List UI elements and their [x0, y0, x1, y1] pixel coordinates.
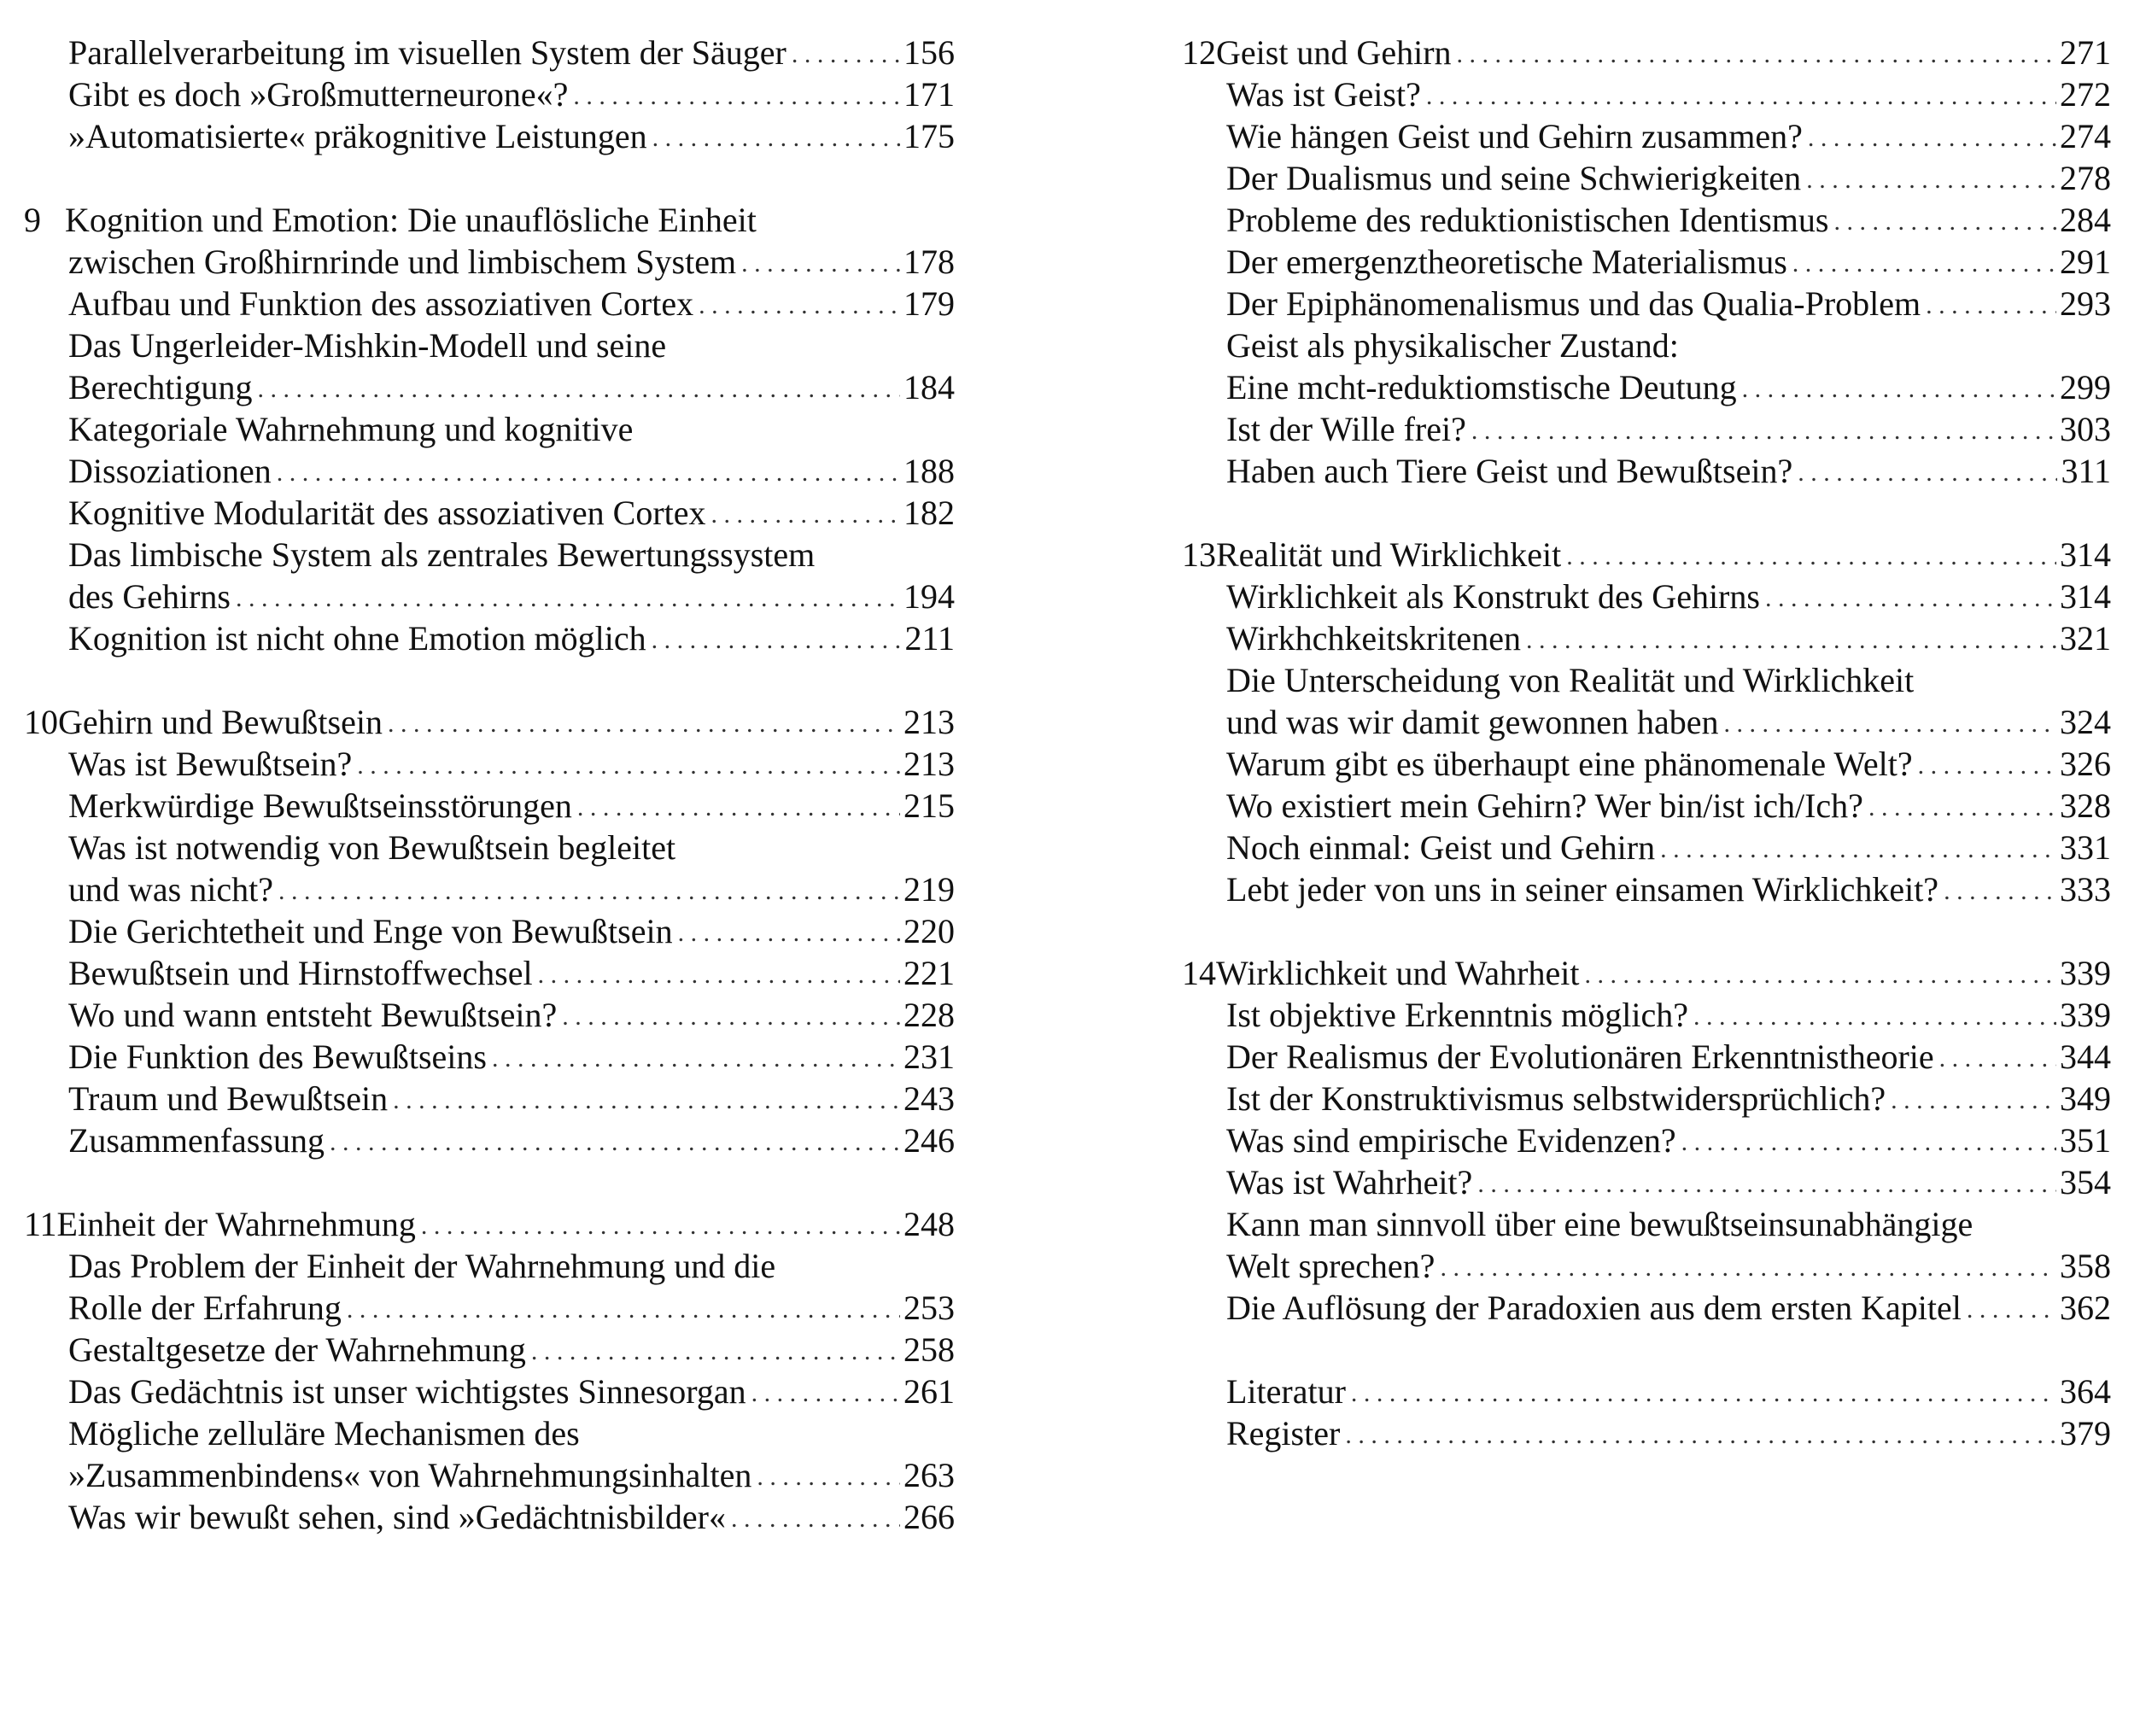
dot-leader — [1440, 1243, 2056, 1289]
entry-title: Merkwürdige Bewußtseinsstörungen — [68, 786, 572, 825]
entry-title: Wie hängen Geist und Gehirn zusammen? — [1226, 117, 1803, 155]
entry-title: Wo existiert mein Gehirn? Wer bin/ist ich/Ich? — [1226, 786, 1863, 825]
toc-entry — [1182, 199, 2111, 241]
page-number: 362 — [2060, 1289, 2111, 1327]
dot-leader — [277, 448, 900, 494]
page-number: 228 — [903, 996, 955, 1034]
toc-entry — [1182, 576, 2111, 617]
entry-title: Gestaltgesetze der Wahrnehmung — [68, 1330, 526, 1369]
entry-title: Register — [1226, 1414, 1341, 1453]
dot-leader — [1660, 825, 2056, 870]
page-number: 243 — [903, 1079, 955, 1118]
entry-title: Geist und Gehirn — [1216, 33, 1452, 72]
toc-chapter-entry — [1182, 952, 2111, 994]
entry-title: Rolle der Erfahrung — [68, 1289, 342, 1327]
page-number: 358 — [2060, 1247, 2111, 1285]
entry-title: Die Gerichtetheit und Enge von Bewußtsein — [68, 912, 673, 950]
entry-title: Das Problem der Einheit der Wahrnehmung und die — [68, 1247, 776, 1285]
page-number: 211 — [904, 619, 955, 658]
entry-title: Parallelverarbeitung im visuellen System der Säuger — [68, 33, 786, 72]
page-number: 221 — [903, 954, 955, 992]
toc-spacer — [24, 659, 955, 701]
entry-title: Mögliche zelluläre Mechanismen des — [68, 1414, 580, 1453]
entry-title: Wirklichkeit als Konstrukt des Gehirns — [1226, 577, 1760, 616]
dot-leader — [1477, 1160, 2056, 1205]
dot-leader — [492, 1034, 900, 1079]
dot-leader — [1926, 281, 2056, 326]
toc-entry — [1182, 241, 2111, 283]
entry-title: Was ist Geist? — [1226, 75, 1421, 114]
toc-chapter-entry — [24, 199, 955, 241]
page-number: 156 — [903, 33, 955, 72]
toc-spacer — [1182, 1329, 2111, 1371]
dot-leader — [1351, 1369, 2056, 1414]
dot-leader — [751, 1369, 900, 1414]
dot-leader — [1584, 950, 2056, 996]
toc-entry — [1182, 450, 2111, 492]
dot-leader — [1939, 1034, 2056, 1079]
page-number: 379 — [2060, 1414, 2111, 1453]
dot-leader — [531, 1327, 900, 1372]
toc-spacer — [1182, 492, 2111, 534]
page-number: 220 — [903, 912, 955, 950]
toc-left-column — [24, 32, 955, 1538]
dot-leader — [330, 1118, 900, 1163]
toc-entry — [1182, 1119, 2111, 1161]
page-number: 344 — [2060, 1038, 2111, 1076]
toc-entry — [1182, 1371, 2111, 1412]
toc-entry — [1182, 659, 2111, 701]
dot-leader — [652, 616, 902, 661]
dot-leader — [1724, 699, 2056, 745]
dot-leader — [1792, 239, 2056, 284]
toc-entry — [1182, 785, 2111, 827]
entry-title: Der Realismus der Evolutionären Erkenntnistheorie — [1226, 1038, 1934, 1076]
toc-entry — [24, 868, 955, 910]
page-number: 182 — [903, 494, 955, 532]
toc-entry — [24, 1245, 955, 1287]
page-number: 263 — [903, 1456, 955, 1494]
entry-title: Bewußtsein und Hirnstoffwechsel — [68, 954, 533, 992]
toc-entry — [24, 576, 955, 617]
dot-leader — [1426, 72, 2056, 117]
toc-entry — [24, 534, 955, 576]
toc-entry — [1182, 408, 2111, 450]
entry-title: Probleme des reduktionistischen Identismus — [1226, 201, 1829, 239]
page-number: 175 — [903, 117, 955, 155]
dot-leader — [1944, 867, 2056, 912]
toc-entry — [24, 408, 955, 450]
entry-title: »Zusammenbindens« von Wahrnehmungsinhalten — [68, 1456, 752, 1494]
toc-chapter-entry — [1182, 32, 2111, 73]
entry-title: Welt sprechen? — [1226, 1247, 1436, 1285]
dot-leader — [711, 490, 900, 535]
entry-title: Lebt jeder von uns in seiner einsamen Wirklichkeit? — [1226, 870, 1939, 909]
dot-leader — [1526, 616, 2056, 661]
page-number: 278 — [2060, 159, 2111, 197]
toc-entry — [24, 492, 955, 534]
chapter-number: 13 — [1182, 535, 1216, 574]
toc-entry — [24, 827, 955, 868]
page-number: 314 — [2060, 535, 2111, 574]
page-number: 293 — [2060, 284, 2111, 323]
toc-entry — [24, 1496, 955, 1538]
dot-leader — [731, 1494, 900, 1540]
dot-leader — [1765, 574, 2056, 619]
entry-title: und was nicht? — [68, 870, 273, 909]
dot-leader — [538, 950, 900, 996]
entry-title: Eine mcht-reduktiomstische Deutung — [1226, 368, 1737, 406]
toc-entry — [1182, 1287, 2111, 1329]
page-number: 291 — [2060, 243, 2111, 281]
page-number: 324 — [2060, 703, 2111, 741]
dot-leader — [1808, 114, 2056, 159]
dot-leader — [388, 699, 900, 745]
dot-leader — [1742, 365, 2056, 410]
page-number: 311 — [2061, 452, 2111, 490]
toc-entry — [1182, 743, 2111, 785]
entry-title: Kognitive Modularität des assoziativen Cortex — [68, 494, 706, 532]
toc-entry — [24, 617, 955, 659]
toc-entry — [1182, 1245, 2111, 1287]
toc-spacer — [24, 157, 955, 199]
page-number: 266 — [903, 1498, 955, 1536]
toc-entry — [1182, 283, 2111, 324]
dot-leader — [393, 1076, 900, 1121]
toc-entry — [1182, 868, 2111, 910]
entry-title: Gehirn und Bewußtsein — [58, 703, 383, 741]
entry-title: Der emergenztheoretische Materialismus — [1226, 243, 1787, 281]
dot-leader — [1566, 532, 2056, 577]
dot-leader — [1967, 1285, 2056, 1330]
entry-title: Ist der Konstruktivismus selbstwidersprüchlich? — [1226, 1079, 1886, 1118]
dot-leader — [1457, 30, 2056, 75]
toc-entry — [1182, 1036, 2111, 1078]
entry-title: Einheit der Wahrnehmung — [56, 1205, 416, 1243]
dot-leader — [577, 783, 900, 828]
entry-title: und was wir damit gewonnen haben — [1226, 703, 1719, 741]
page-number: 364 — [2060, 1372, 2111, 1411]
dot-leader — [562, 992, 900, 1038]
entry-title: Das limbische System als zentrales Bewertungssystem — [68, 535, 816, 574]
page-number: 184 — [903, 368, 955, 406]
dot-leader — [1918, 741, 2056, 786]
entry-title: Kategoriale Wahrnehmung und kognitive — [68, 410, 634, 448]
entry-title: Was ist Wahrheit? — [1226, 1163, 1473, 1201]
toc-entry — [24, 324, 955, 366]
page-number: 213 — [903, 745, 955, 783]
dot-leader — [1798, 448, 2057, 494]
entry-title: Die Unterscheidung von Realität und Wirklichkeit — [1226, 661, 1915, 699]
toc-entry — [24, 366, 955, 408]
toc-entry — [1182, 701, 2111, 743]
dot-leader — [278, 867, 900, 912]
page-number: 349 — [2060, 1079, 2111, 1118]
toc-entry — [1182, 157, 2111, 199]
entry-title: Wo und wann entsteht Bewußtsein? — [68, 996, 558, 1034]
entry-title: Kann man sinnvoll über eine bewußtseinsunabhängige — [1226, 1205, 1974, 1243]
toc-entry — [24, 283, 955, 324]
toc-entry — [24, 1078, 955, 1119]
dot-leader — [1806, 155, 2056, 201]
entry-title: Warum gibt es überhaupt eine phänomenale Welt? — [1226, 745, 1913, 783]
page-number: 219 — [903, 870, 955, 909]
entry-title: Der Dualismus und seine Schwierigkeiten — [1226, 159, 1802, 197]
entry-title: Aufbau und Funktion des assoziativen Cortex — [68, 284, 694, 323]
entry-title: Ist der Wille frei? — [1226, 410, 1466, 448]
page-number: 231 — [903, 1038, 955, 1076]
dot-leader — [236, 574, 900, 619]
entry-title: Das Gedächtnis ist unser wichtigstes Sinnesorgan — [68, 1372, 746, 1411]
dot-leader — [741, 239, 900, 284]
dot-leader — [1833, 197, 2056, 243]
toc-spacer — [24, 1161, 955, 1203]
dot-leader — [1681, 1118, 2056, 1163]
dot-leader — [357, 741, 900, 786]
dot-leader — [1471, 406, 2056, 452]
page-number: 284 — [2060, 201, 2111, 239]
page-number: 331 — [2060, 828, 2111, 867]
dot-leader — [1891, 1076, 2056, 1121]
page-number: 258 — [903, 1330, 955, 1369]
dot-leader — [1345, 1411, 2056, 1456]
toc-entry — [24, 1329, 955, 1371]
entry-title: Berechtigung — [68, 368, 253, 406]
entry-title: Ist objektive Erkenntnis möglich? — [1226, 996, 1688, 1034]
page-number: 321 — [2060, 619, 2111, 658]
entry-title: Die Funktion des Bewußtseins — [68, 1038, 487, 1076]
toc-entry — [24, 910, 955, 952]
toc-right-column — [1182, 32, 2111, 1454]
entry-title: Kognition und Emotion: Die unauflösliche Einheit — [65, 201, 757, 239]
entry-title: Der Epiphänomenalismus und das Qualia-Problem — [1226, 284, 1921, 323]
toc-entry — [24, 952, 955, 994]
toc-entry — [1182, 324, 2111, 366]
page-number: 328 — [2060, 786, 2111, 825]
toc-chapter-entry — [24, 701, 955, 743]
chapter-number: 9 — [24, 201, 41, 239]
dot-leader — [757, 1453, 900, 1498]
page-number: 246 — [903, 1121, 955, 1160]
toc-entry — [24, 241, 955, 283]
entry-title: Literatur — [1226, 1372, 1346, 1411]
entry-title: Was wir bewußt sehen, sind »Gedächtnisbilder« — [68, 1498, 726, 1536]
dot-leader — [1693, 992, 2056, 1038]
entry-title: Dissoziationen — [68, 452, 272, 490]
page-number: 178 — [903, 243, 955, 281]
entry-title: Die Auflösung der Paradoxien aus dem ersten Kapitel — [1226, 1289, 1962, 1327]
page-number: 339 — [2060, 954, 2111, 992]
toc-entry — [1182, 1412, 2111, 1454]
entry-title: Gibt es doch »Großmutterneurone«? — [68, 75, 569, 114]
entry-title: Geist als physikalischer Zustand: — [1226, 326, 1679, 365]
dot-leader — [347, 1285, 900, 1330]
page-number: 314 — [2060, 577, 2111, 616]
page-number: 271 — [2060, 33, 2111, 72]
toc-entry — [1182, 827, 2111, 868]
page-number: 333 — [2060, 870, 2111, 909]
toc-entry — [24, 1371, 955, 1412]
toc-entry — [24, 743, 955, 785]
dot-leader — [678, 909, 900, 954]
entry-title: Traum und Bewußtsein — [68, 1079, 389, 1118]
toc-entry — [1182, 1203, 2111, 1245]
page-number: 194 — [903, 577, 955, 616]
entry-title: Was sind empirische Evidenzen? — [1226, 1121, 1676, 1160]
chapter-number: 10 — [24, 703, 58, 741]
entry-title: zwischen Großhirnrinde und limbischem System — [68, 243, 737, 281]
entry-title: Wirkhchkeitskritenen — [1226, 619, 1521, 658]
dot-leader — [258, 365, 901, 410]
page-number: 188 — [903, 452, 955, 490]
toc-entry — [24, 1119, 955, 1161]
page-number: 326 — [2060, 745, 2111, 783]
page-number: 351 — [2060, 1121, 2111, 1160]
entry-title: Zusammenfassung — [68, 1121, 325, 1160]
toc-entry — [1182, 366, 2111, 408]
dot-leader — [652, 114, 900, 159]
entry-title: Was ist notwendig von Bewußtsein begleitet — [68, 828, 676, 867]
entry-title: Realität und Wirklichkeit — [1216, 535, 1562, 574]
entry-title: »Automatisierte« präkognitive Leistungen — [68, 117, 647, 155]
page-number: 248 — [903, 1205, 955, 1243]
page-number: 274 — [2060, 117, 2111, 155]
toc-entry — [1182, 617, 2111, 659]
page-number: 303 — [2060, 410, 2111, 448]
toc-entry — [24, 32, 955, 73]
toc-entry — [24, 1287, 955, 1329]
page-number: 299 — [2060, 368, 2111, 406]
toc-entry — [24, 115, 955, 157]
page-number: 272 — [2060, 75, 2111, 114]
page-number: 215 — [903, 786, 955, 825]
toc-entry — [24, 73, 955, 115]
toc-entry — [24, 1036, 955, 1078]
entry-title: Was ist Bewußtsein? — [68, 745, 353, 783]
toc-entry — [24, 1454, 955, 1496]
toc-entry — [24, 785, 955, 827]
page-number: 179 — [903, 284, 955, 323]
page-number: 171 — [903, 75, 955, 114]
toc-spacer — [1182, 910, 2111, 952]
entry-title: Wirklichkeit und Wahrheit — [1216, 954, 1580, 992]
entry-title: Noch einmal: Geist und Gehirn — [1226, 828, 1656, 867]
toc-entry — [1182, 1161, 2111, 1203]
toc-entry — [24, 994, 955, 1036]
entry-title: Das Ungerleider-Mishkin-Modell und seine — [68, 326, 667, 365]
entry-title: Kognition ist nicht ohne Emotion möglich — [68, 619, 646, 658]
chapter-number: 11 — [24, 1205, 57, 1243]
entry-title: des Gehirns — [68, 577, 231, 616]
dot-leader — [792, 30, 900, 75]
toc-entry — [1182, 115, 2111, 157]
page-number: 339 — [2060, 996, 2111, 1034]
dot-leader — [699, 281, 900, 326]
page-number: 354 — [2060, 1163, 2111, 1201]
dot-leader — [421, 1201, 900, 1247]
dot-leader — [1868, 783, 2056, 828]
toc-entry — [24, 1412, 955, 1454]
toc-entry — [1182, 994, 2111, 1036]
page-number: 213 — [903, 703, 955, 741]
chapter-number: 12 — [1182, 33, 1216, 72]
page-number: 253 — [903, 1289, 955, 1327]
entry-title: Haben auch Tiere Geist und Bewußtsein? — [1226, 452, 1793, 490]
toc-entry — [1182, 73, 2111, 115]
toc-chapter-entry — [24, 1203, 955, 1245]
chapter-number: 14 — [1182, 954, 1216, 992]
toc-entry — [24, 450, 955, 492]
toc-chapter-entry — [1182, 534, 2111, 576]
dot-leader — [573, 72, 900, 117]
page-number: 261 — [903, 1372, 955, 1411]
toc-entry — [1182, 1078, 2111, 1119]
